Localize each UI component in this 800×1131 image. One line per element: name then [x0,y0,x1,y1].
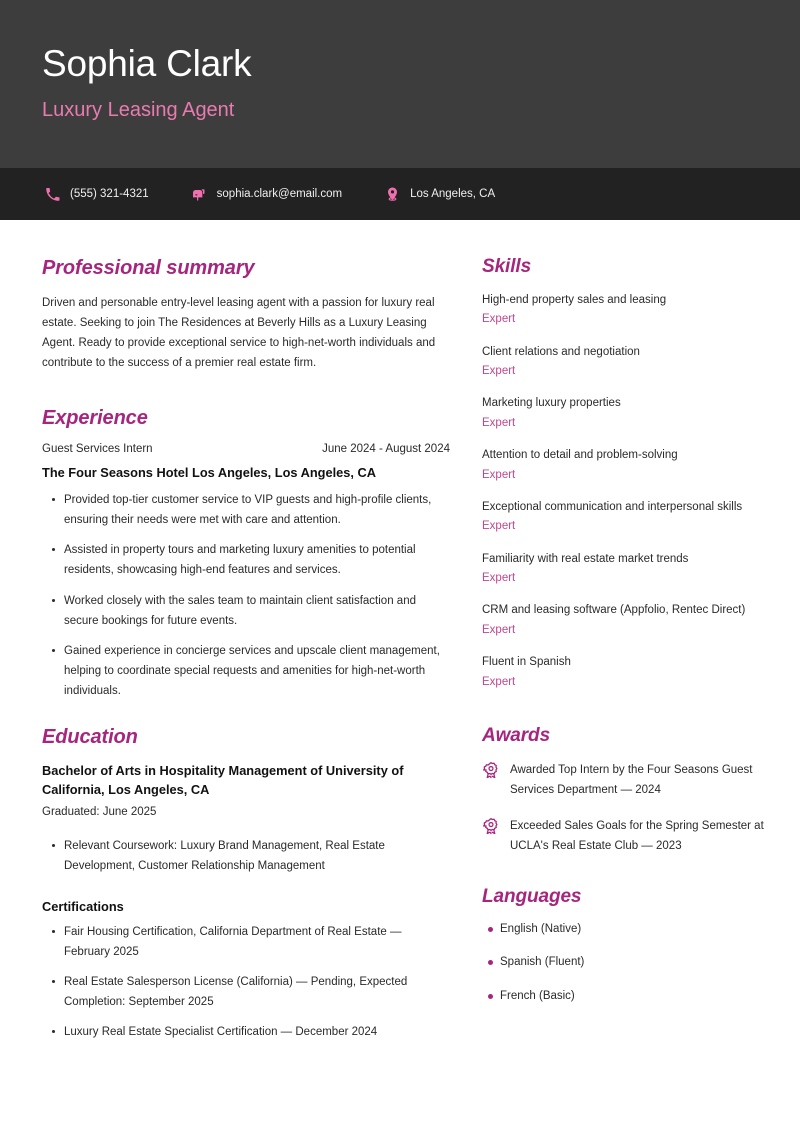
skill-name: Marketing luxury properties [482,397,621,410]
education-bullets [42,836,450,876]
contact-email-value: sophia.clark@email.com [216,188,343,200]
resume-body [0,220,800,1052]
contact-bar [0,168,800,220]
page-title: Sophia Clark [42,43,252,84]
award-rosette-icon [482,761,500,779]
experience-dates: June 2024 - August 2024 [322,442,450,455]
section-heading-languages: Languages [482,886,582,908]
award-entry [482,816,768,856]
education-graduation: Graduated: June 2025 [42,806,157,819]
education-degree: Bachelor of Arts in Hospitality Management of University of California, Los Angeles, CA [42,763,404,797]
list-item: Relevant Coursework: Luxury Brand Management, Real Estate Development, Customer Relationship Management [64,836,450,876]
contact-phone-value: (555) 321-4321 [70,188,149,200]
list-item: Fair Housing Certification, California Department of Real Estate — February 2025 [64,922,450,962]
skill-name: Fluent in Spanish [482,656,571,669]
contact-item-email[interactable] [191,186,342,203]
list-item: Gained experience in concierge services and upscale client management, helping to coordinate special requests and amenities for high-net-worth individuals. [64,641,450,701]
skill-name: CRM and leasing software (Appfolio, Rentec Direct) [482,604,746,617]
skill-entry [482,498,768,536]
skill-name: Attention to detail and problem-solving [482,449,678,462]
skill-level: Expert [482,364,516,377]
skill-level: Expert [482,623,516,636]
skill-name: Familiarity with real estate market trends [482,552,689,565]
list-item: English (Native) [500,921,768,938]
skill-level: Expert [482,675,516,688]
contact-item-phone[interactable] [44,186,149,203]
section-professional-summary [42,256,450,374]
list-item: Real Estate Salesperson License (California) — Pending, Expected Completion: September 2025 [64,972,450,1012]
skill-level: Expert [482,468,516,481]
languages-list [482,921,768,1005]
skill-entry [482,343,768,381]
skill-level: Expert [482,313,516,326]
section-education [42,725,450,876]
skill-entry [482,550,768,588]
section-heading-summary: Professional summary [42,257,255,279]
section-heading-experience: Experience [42,406,148,429]
contact-location-value: Los Angeles, CA [410,188,496,200]
skill-entry [482,653,768,691]
section-heading-education: Education [42,726,138,749]
left-column [0,220,472,1052]
skill-name: Client relations and negotiation [482,345,640,358]
location-pin-icon [384,186,401,203]
skill-entry [482,291,768,329]
experience-company: The Four Seasons Hotel Los Angeles, Los Angeles, CA [42,464,376,480]
award-rosette-icon [482,817,500,835]
section-certifications [42,899,450,1043]
skill-entry [482,446,768,484]
section-experience [42,406,450,702]
section-awards [482,725,768,856]
mailbox-icon [191,186,208,203]
award-text: Awarded Top Intern by the Four Seasons Guest Services Department — 2024 [510,763,753,796]
section-heading-certifications: Certifications [42,898,124,914]
section-skills [482,256,768,691]
phone-icon [44,186,61,203]
skill-name: High-end property sales and leasing [482,293,667,306]
skill-name: Exceptional communication and interpersonal skills [482,500,743,513]
list-item: French (Basic) [500,988,768,1005]
skill-level: Expert [482,520,516,533]
section-heading-awards: Awards [482,725,551,747]
certifications-list [42,922,450,1043]
right-column [472,220,800,1052]
section-heading-skills: Skills [482,256,532,277]
experience-entry-header [42,443,450,455]
contact-item-location[interactable] [384,186,495,203]
list-item: Assisted in property tours and marketing luxury amenities to potential residents, showcasing high-end features and services. [64,540,450,580]
job-title-subtitle: Luxury Leasing Agent [42,98,235,121]
experience-bullets [42,490,450,701]
skill-entry [482,601,768,639]
list-item: Worked closely with the sales team to maintain client satisfaction and secure bookings for future events. [64,591,450,631]
list-item: Luxury Real Estate Specialist Certification — December 2024 [64,1022,450,1042]
resume-header [0,0,800,168]
experience-role: Guest Services Intern [42,442,153,455]
list-item: Spanish (Fluent) [500,954,768,971]
skill-level: Expert [482,416,516,429]
skill-level: Expert [482,572,516,585]
skill-entry [482,394,768,432]
award-text: Exceeded Sales Goals for the Spring Semester at UCLA's Real Estate Club — 2023 [510,820,764,853]
section-languages [482,886,768,1005]
experience-entry [42,443,450,702]
summary-text: Driven and personable entry-level leasing agent with a passion for luxury real estate. Seeking to join The Residences at Beverly Hills as a Luxury Leasing Agent. Ready to provide exceptional service to high-net-worth individuals and contribute to the success of a premier real estate firm. [42,297,436,370]
list-item: Provided top-tier customer service to VIP guests and high-profile clients, ensuring their needs were met with care and attention. [64,490,450,530]
award-entry [482,760,768,800]
